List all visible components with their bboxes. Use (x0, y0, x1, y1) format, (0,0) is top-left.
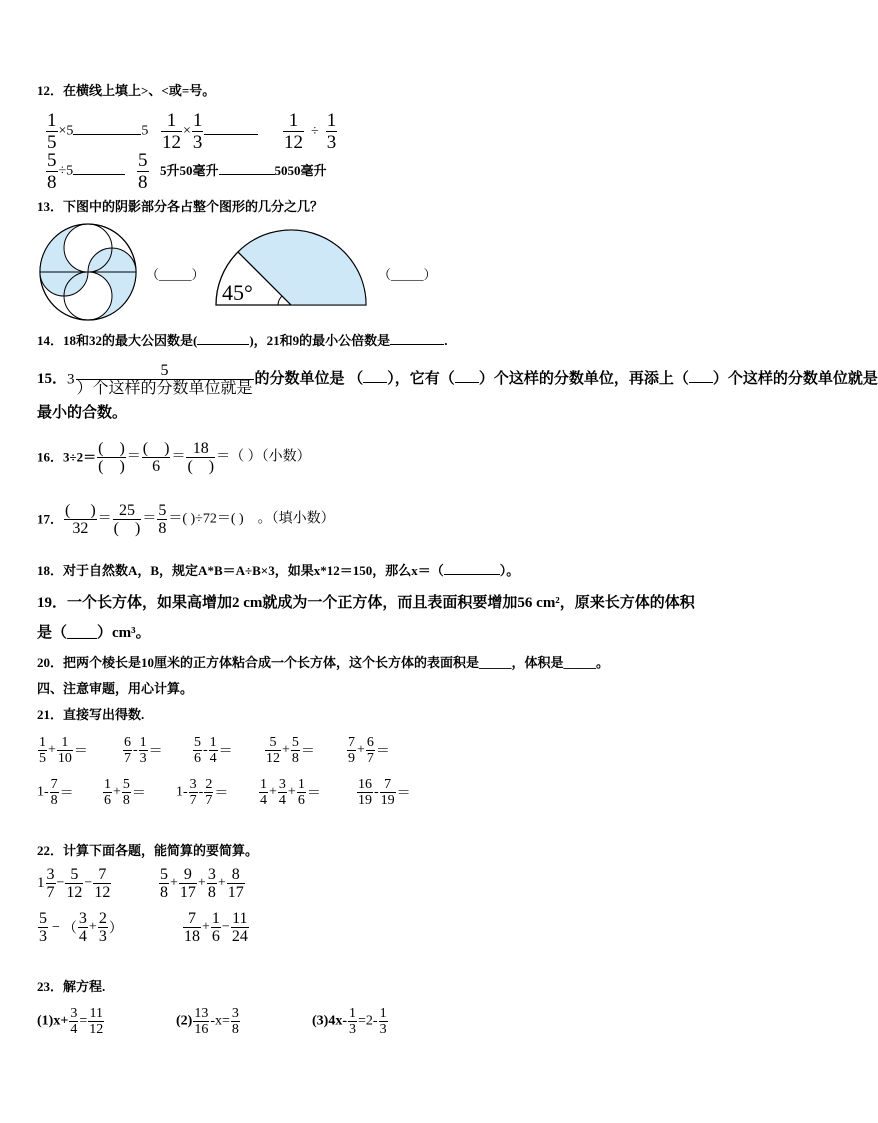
q22-expr-3: $\frac{5}{3}$ − （ $\frac{3}{4}$ + $\frac{2}{3}$ ） (39, 910, 123, 945)
blank-fraction[interactable]: ( ) 32 (65, 502, 96, 537)
q22-expr-4: $\frac{7}{18}$ + $\frac{1}{6}$ − $\frac{11}{24}$ (184, 910, 248, 945)
q23-equation-2: (2) $\frac{13}{16}$ -x= $\frac{3}{8}$ (176, 1006, 239, 1037)
q20-line: 20．把两个棱长是10厘米的正方体粘合成一个长方体，这个长方体的表面积是_____，体积是_____。 (37, 655, 610, 670)
answer-blank[interactable] (73, 134, 141, 135)
blank-fraction[interactable]: ( ) ( ) (98, 440, 125, 475)
q21-expr: $\frac{5}{6}$ - $\frac{1}{4}$ ＝ (194, 735, 233, 766)
q12-expr-2: $\frac{1}{12}$ × $\frac{1}{3}$ (160, 110, 258, 153)
answer-blank[interactable] (390, 344, 444, 345)
q22-expr-2: $\frac{5}{8}$ + $\frac{9}{17}$ + $\frac{3}{8}$ + $\frac{8}{17}$ (160, 866, 244, 901)
answer-blank[interactable] (444, 574, 500, 575)
q21-expr: $\frac{6}{7}$ - $\frac{1}{3}$ ＝ (124, 735, 163, 766)
answer-blank[interactable] (689, 382, 713, 383)
q18-line: 18．对于自然数A，B，规定A*B＝A÷B×3，如果x*12＝150，那么x＝（ ）。 (37, 563, 520, 578)
q22-title: 22．计算下面各题，能简算的要简算。 (37, 843, 259, 858)
circle-figure (38, 222, 138, 322)
blank-fraction[interactable]: ( ) 6 (142, 440, 170, 475)
q13-answer-1[interactable]: （_____） (146, 267, 205, 282)
q12-expr-4: $\frac{5}{8}$ ÷5 (45, 150, 125, 193)
blank-fraction[interactable]: 18 ( ) (187, 440, 215, 475)
answer-blank[interactable] (73, 174, 125, 175)
q21-expr: $\frac{7}{9}$ + $\frac{6}{7}$ ＝ (348, 735, 390, 766)
q15-line-2: 最小的合数。 (37, 405, 128, 421)
q14-line: 14．18和32的最大公因数是( )，21和9的最小公倍数是 . (37, 333, 448, 348)
answer-blank[interactable] (455, 382, 479, 383)
q12-expr-5: $\frac{5}{8}$ (138, 150, 148, 193)
q13-answer-2[interactable]: （_____） (378, 267, 437, 282)
answer-blank[interactable] (204, 134, 258, 135)
answer-blank[interactable] (219, 174, 275, 175)
q19-line-2: 是（____）cm³。 (37, 625, 151, 641)
q21-expr: 1- $\frac{7}{8}$ ＝ (37, 777, 74, 808)
q12-expr-1: $\frac{1}{5}$ ×5 5 (47, 110, 149, 153)
q21-expr: $\frac{1}{5}$ + $\frac{1}{10}$ ＝ (39, 735, 88, 766)
q23-equation-3: (3)4x- $\frac{1}{3}$ =2- $\frac{1}{3}$ (312, 1006, 387, 1037)
q12-expr-3: $\frac{1}{12}$ ÷ $\frac{1}{3}$ (284, 110, 337, 153)
semicircle-figure (212, 226, 370, 308)
section-4-heading: 四、注意审题，用心计算。 (37, 681, 194, 696)
q21-expr: $\frac{5}{12}$ + $\frac{5}{8}$ ＝ (266, 735, 315, 766)
q22-expr-1: 1 $\frac{3}{7}$ − $\frac{5}{12}$ − $\frac{7}{12}$ (37, 866, 111, 901)
q21-expr: $\frac{16}{19}$ - $\frac{7}{19}$ ＝ (358, 777, 411, 808)
q23-equation-1: (1)x+ $\frac{3}{4}$ = $\frac{11}{12}$ (37, 1006, 104, 1037)
q12-title: 12．在横线上填上>、<或=号。 (37, 83, 216, 98)
angle-label: 45° (222, 280, 253, 305)
q21-title: 21．直接写出得数. (37, 707, 145, 722)
q19-line-1: 19．一个长方体，如果高增加2 cm就成为一个正方体，而且表面积要增加56 cm²，原来长方体的体积 (37, 595, 695, 611)
q12-expr-6: 5升50毫升 5050毫升 (160, 163, 327, 178)
answer-blank[interactable] (363, 382, 387, 383)
blank-fraction[interactable]: 25 ( ) (113, 502, 141, 537)
answer-blank[interactable] (197, 344, 249, 345)
q13-title: 13．下图中的阴影部分各占整个图形的几分之几？ (37, 199, 324, 214)
q15-line: 15．3 5 ）个这样的分数单位就是 的分数单位是 （ ），它有（ ）个这样的分数单位，再添上（ ）个这样的分数单位就是 (37, 362, 878, 397)
q23-title: 23．解方程. (37, 979, 106, 994)
q17-line: 17． ( ) 32 ＝ 25 ( ) ＝ $\frac{5}{8}$ ＝( )÷72＝( ) 。（填小数） (37, 502, 335, 537)
q21-expr: 1- $\frac{3}{7}$ - $\frac{2}{7}$ ＝ (176, 777, 229, 808)
q16-line: 16．3÷2＝ ( ) ( ) ＝ ( ) 6 ＝ 18 ( ) ＝（ ）（小数） (37, 440, 311, 475)
q21-expr: $\frac{1}{6}$ + $\frac{5}{8}$ ＝ (104, 777, 146, 808)
q21-expr: $\frac{1}{4}$ + $\frac{3}{4}$ + $\frac{1}{6}$ ＝ (260, 777, 321, 808)
